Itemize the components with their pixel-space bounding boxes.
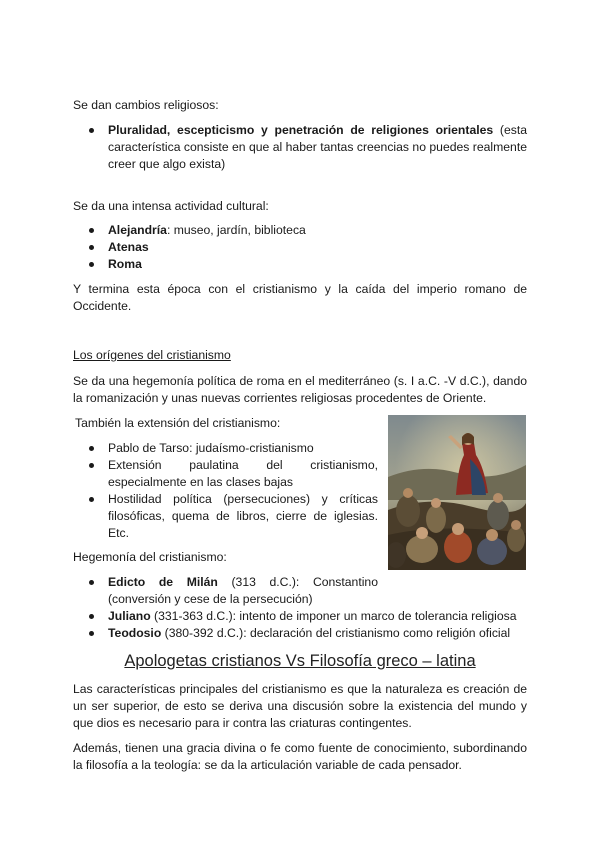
list-item: [108, 256, 527, 273]
item-text: (331-363 d.C.): intento de imponer un marco de tolerancia religiosa: [150, 609, 517, 623]
list-item: [108, 222, 527, 239]
item-text: Hostilidad política (persecuciones) y críticas filosóficas, quema de libros, cierre de iglesias. Etc.: [108, 492, 378, 540]
bullet-icon: [89, 631, 94, 636]
list-item: [108, 574, 378, 608]
list-item: [108, 122, 527, 173]
painting-svg: [388, 415, 526, 570]
cultural-list: [108, 222, 527, 273]
item-text: Pablo de Tarso: judaísmo-cristianismo: [108, 441, 314, 455]
bullet-icon: [89, 614, 94, 619]
bullet-icon: [89, 128, 94, 133]
item-bold-text: Pluralidad, escepticismo y penetración de religiones orientales: [108, 123, 494, 137]
religious-list: [108, 122, 527, 173]
apologists-title: Apologetas cristianos Vs Filosofía greco – latina: [124, 652, 476, 670]
item-bold-text: Atenas: [108, 240, 149, 254]
extension-intro: También la extensión del cristianismo:: [75, 416, 281, 430]
sermon-painting-image: [388, 415, 526, 570]
religious-intro: Se dan cambios religiosos:: [73, 98, 219, 112]
list-item: [108, 239, 527, 256]
extension-list: [108, 440, 378, 542]
list-item: [108, 440, 378, 457]
bullet-icon: [89, 446, 94, 451]
list-item: [108, 457, 378, 491]
bullet-icon: [89, 245, 94, 250]
bullet-icon: [89, 463, 94, 468]
origins-heading: Los orígenes del cristianismo: [73, 348, 231, 362]
bullet-icon: [89, 228, 94, 233]
item-bold-text: Roma: [108, 257, 142, 271]
item-bold-text: Teodosio: [108, 626, 162, 640]
item-text: (380-392 d.C.): declaración del cristianismo como religión oficial: [161, 626, 511, 640]
hegemony-intro: Hegemonía del cristianismo:: [73, 550, 227, 564]
item-text: Extensión paulatina del cristianismo, especialmente en las clases bajas: [108, 458, 378, 489]
apologists-paragraph-1: Las características principales del cristianismo es que la naturaleza es creación de un ser superior, de esto se deriva una discusión sobre la existencia del mundo y que dios es necesario para ir contra las criaturas contingentes.: [73, 682, 527, 730]
item-bold-text: Edicto de Milán: [108, 575, 218, 589]
cultural-closing: Y termina esta época con el cristianismo y la caída del imperio romano de Occidente.: [73, 282, 527, 313]
bullet-icon: [89, 497, 94, 502]
item-text: : museo, jardín, biblioteca: [166, 223, 306, 237]
item-text: (313 d.C.): Constantino (conversión y cese de la persecución): [108, 575, 378, 606]
hegemony-list-rest: [108, 608, 528, 642]
list-item: [108, 491, 378, 542]
apologists-paragraph-2: Además, tienen una gracia divina o fe como fuente de conocimiento, subordinando la filosofía a la teología: se da la articulación variable de cada pensador.: [73, 741, 527, 772]
item-bold-text: Juliano: [108, 609, 151, 623]
bullet-icon: [89, 580, 94, 585]
bullet-icon: [89, 262, 94, 267]
hegemony-list-first: [108, 574, 378, 608]
item-text: (esta característica consiste en que al haber tantas creencias no puedes realmente creer que algo exista): [108, 123, 528, 171]
list-item: [108, 625, 528, 642]
item-bold-text: Alejandría: [108, 223, 167, 237]
origins-paragraph: Se da una hegemonía política de roma en el mediterráneo (s. I a.C. -V d.C.), dando la romanización y unas nuevas corrientes religiosas procedentes de Oriente.: [73, 374, 527, 405]
list-item: [108, 608, 528, 625]
cultural-intro: Se da una intensa actividad cultural:: [73, 199, 269, 213]
